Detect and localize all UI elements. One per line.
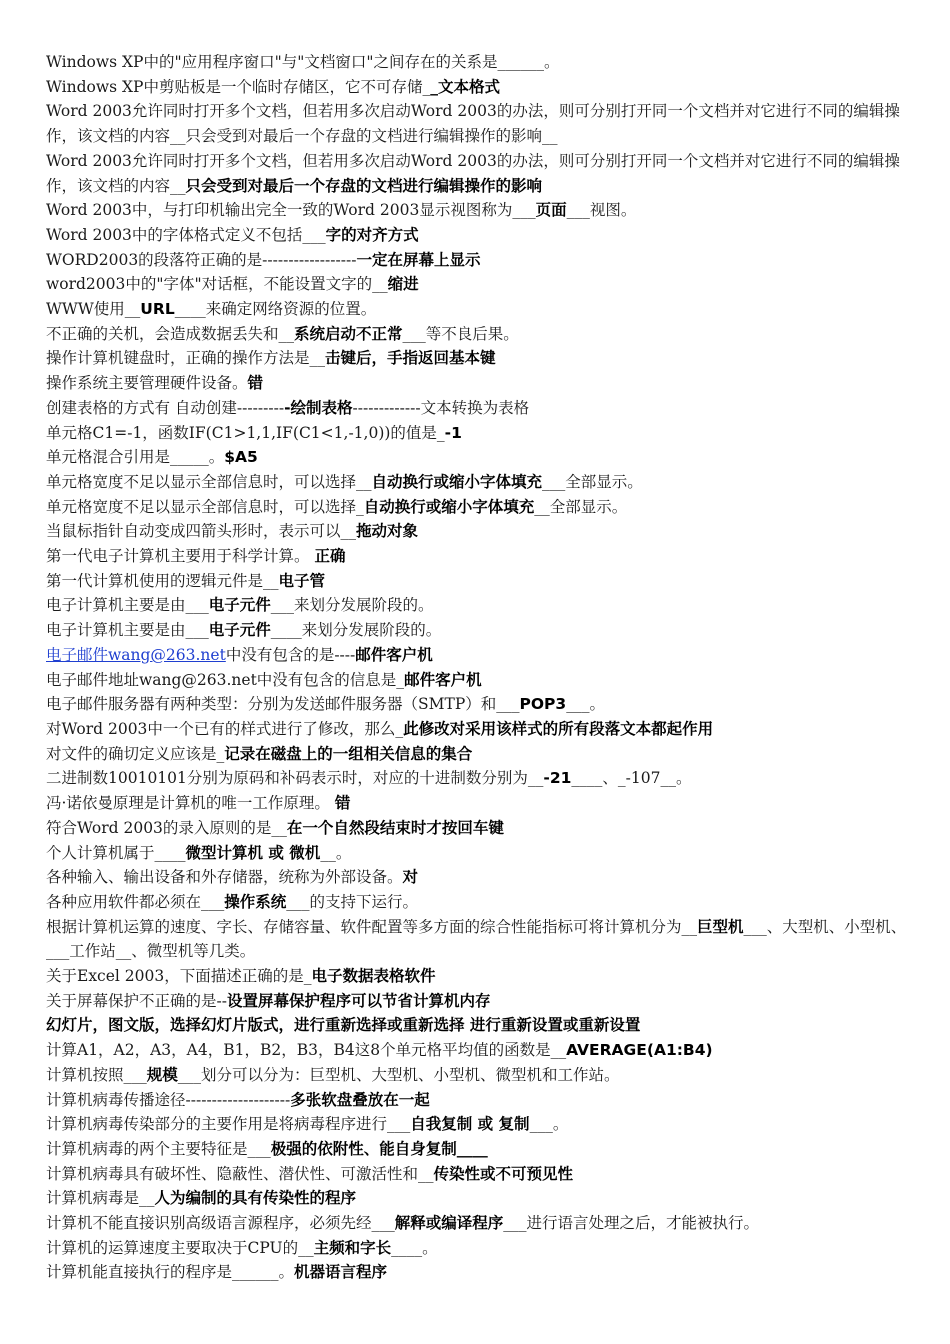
answer-text: $A5: [224, 448, 258, 467]
question-text: 二进制数10010101分别为原码和补码表示时，对应的十进制数分别为__: [46, 769, 544, 788]
question-line: [46, 445, 908, 470]
question-text: 关于Excel 2003，下面描述正确的是_: [46, 967, 312, 986]
question-line: [46, 1260, 908, 1285]
question-line: [46, 470, 908, 495]
answer-text: -绘制表格: [284, 398, 353, 417]
question-tail-text: __全部显示。: [534, 497, 628, 516]
question-text: 创建表格的方式有 自动创建---------: [46, 398, 285, 417]
answer-text: 操作系统: [224, 892, 287, 911]
question-text: Word 2003中的字体格式定义不包括___: [46, 225, 326, 244]
question-text: 计算机病毒的两个主要特征是___: [46, 1139, 271, 1158]
answer-text: 幻灯片，图文版，选择幻灯片版式，进行重新选择或重新选择 进行重新设置或重新设置: [46, 1016, 641, 1035]
answer-text: 系统启动不正常: [294, 324, 403, 343]
document-body: [46, 50, 908, 1285]
email-link[interactable]: 电子邮件wang@263.net: [46, 645, 226, 664]
question-line: [46, 75, 908, 100]
answer-text: 设置屏幕保护程序可以节省计算机内存: [226, 991, 491, 1010]
answer-text: 在一个自然段结束时才按回车键: [286, 818, 504, 837]
question-tail-text: ___来划分发展阶段的。: [270, 596, 434, 615]
answer-text: 解释或编译程序: [394, 1214, 504, 1233]
question-tail-text: ____来确定网络资源的位置。: [174, 300, 377, 319]
question-tail-text: ___。: [529, 1115, 569, 1134]
answer-text: 电子元件: [208, 596, 271, 615]
question-text: 各种应用软件都必须在___: [46, 892, 225, 911]
question-text: 计算机不能直接识别高级语言源程序，必须先经___: [46, 1214, 395, 1233]
question-text: 单元格宽度不足以显示全部信息时，可以选择_: [46, 497, 364, 516]
question-line: [46, 495, 908, 520]
answer-text: 此修改对采用该样式的所有段落文本都起作用: [403, 719, 714, 738]
question-text: 符合Word 2003的录入原则的是__: [46, 818, 287, 837]
question-text: Windows XP中的"应用程序窗口"与"文档窗口"之间存在的关系是______。: [46, 53, 560, 71]
question-tail-text: ___的支持下运行。: [286, 892, 419, 911]
question-text: 电子邮件服务器有两种类型：分别为发送邮件服务器（SMTP）和___: [46, 695, 520, 714]
question-line: [46, 421, 908, 446]
question-line: [46, 816, 908, 841]
question-text: 计算机病毒具有破坏性、隐蔽性、潜伏性、可激活性和__: [46, 1164, 434, 1183]
question-line: [46, 396, 908, 421]
question-text: 计算机病毒是__: [46, 1189, 155, 1208]
question-line: [46, 198, 908, 223]
answer-text: 巨型机: [697, 917, 744, 936]
answer-text: 电子数据表格软件: [311, 967, 436, 986]
answer-text: 电子管: [278, 571, 326, 590]
question-text: 计算机按照___: [46, 1065, 147, 1084]
question-text: 冯·诺依曼原理是计算机的唯一工作原理。: [46, 794, 335, 813]
answer-text: 错: [247, 374, 264, 393]
answer-text: 主频和字长: [313, 1238, 392, 1257]
question-line: [46, 322, 908, 347]
answer-text: 记录在磁盘上的一组相关信息的集合: [224, 744, 473, 763]
question-tail-text: ___。: [566, 695, 605, 714]
question-tail-text: ___划分可以分为：巨型机、大型机、小型机、微型机和工作站。: [177, 1065, 620, 1084]
question-tail-text: ____来划分发展阶段的。: [270, 621, 442, 640]
question-line: [46, 1211, 908, 1236]
question-text: 第一代计算机使用的逻辑元件是__: [46, 571, 279, 590]
question-text: 不正确的关机，会造成数据丢失和__: [46, 324, 295, 343]
answer-text: _文本格式: [430, 77, 500, 96]
question-text: 中没有包含的是----: [225, 645, 356, 664]
question-tail-text: ___视图。: [566, 201, 637, 220]
answer-text: 只会受到对最后一个存盘的文档进行编辑操作的影响: [185, 176, 543, 195]
question-line: [46, 964, 908, 989]
question-line: [46, 915, 908, 964]
question-tail-text: -------------文本转换为表格: [352, 398, 530, 417]
answer-text: 自动换行或缩小字体填充: [363, 497, 535, 516]
question-text: WWW使用__: [46, 300, 141, 319]
question-line: [46, 668, 908, 693]
question-line: [46, 593, 908, 618]
answer-text: 规模: [146, 1065, 178, 1084]
question-line: [46, 1236, 908, 1261]
question-tail-text: __。: [320, 843, 352, 862]
question-line: [46, 717, 908, 742]
question-line: [46, 248, 908, 273]
answer-text: 缩进: [387, 275, 419, 294]
question-tail-text: ___、大型机、小型机、___工作站__、微型机等几类。: [46, 917, 907, 961]
question-text: 计算机的运算速度主要取决于CPU的__: [46, 1238, 314, 1257]
question-text: Word 2003允许同时打开多个文档，但若用多次启动Word 2003的办法，则可分别打开同一个文档并对它进行不同的编辑操作，该文档的内容__: [46, 151, 900, 195]
question-text: Windows XP中剪贴板是一个临时存储区，它不可存储_: [46, 77, 431, 96]
answer-text: -1: [444, 423, 462, 442]
answer-text: 字的对齐方式: [325, 225, 419, 244]
question-text: 对Word 2003中一个已有的样式进行了修改，那么_: [46, 719, 404, 738]
question-tail-text: ___进行语言处理之后，才能被执行。: [503, 1214, 760, 1233]
question-text: word2003中的"字体"对话框，不能设置文字的__: [46, 275, 388, 294]
question-text: Word 2003允许同时打开多个文档，但若用多次启动Word 2003的办法，则可分别打开同一个文档并对它进行不同的编辑操作，该文档的内容__只会受到对最后一个存盘的文档进行编辑操作的影响__: [46, 102, 900, 146]
answer-text: 人为编制的具有传染性的程序: [154, 1189, 357, 1208]
question-line: [46, 643, 908, 668]
question-text: WORD2003的段落符正确的是------------------: [46, 250, 357, 269]
question-line: [46, 742, 908, 767]
answer-text: 多张软盘叠放在一起: [290, 1090, 430, 1109]
answer-text: AVERAGE(A1:B4): [566, 1041, 713, 1060]
answer-text: 拖动对象: [356, 522, 419, 541]
answer-text: 自我复制 或 复制: [410, 1115, 530, 1134]
question-line: [46, 1162, 908, 1187]
question-text: 计算机病毒传播途径--------------------: [46, 1090, 291, 1109]
question-text: 各种输入、输出设备和外存储器，统称为外部设备。: [46, 868, 403, 887]
question-line: [46, 149, 908, 198]
question-tail-text: ____、_-107__。: [571, 769, 692, 788]
answer-text: 自动换行或缩小字体填充: [371, 472, 543, 491]
question-text: 关于屏幕保护不正确的是--: [46, 991, 227, 1010]
question-line: [46, 841, 908, 866]
answer-text: URL: [140, 300, 175, 319]
question-line: [46, 544, 908, 569]
question-line: [46, 223, 908, 248]
question-line: [46, 766, 908, 791]
answer-text: -21: [543, 769, 572, 788]
question-line: [46, 1088, 908, 1113]
question-line: [46, 50, 908, 75]
answer-text: 微型计算机 或 微机: [185, 843, 321, 862]
question-text: 单元格宽度不足以显示全部信息时，可以选择__: [46, 472, 372, 491]
answer-text: POP3: [519, 695, 567, 714]
question-line: [46, 865, 908, 890]
question-text: 计算机病毒传染部分的主要作用是将病毒程序进行___: [46, 1115, 411, 1134]
question-text: 电子计算机主要是由___: [46, 621, 209, 640]
answer-text: 传染性或不可预见性: [433, 1164, 574, 1183]
question-text: Word 2003中，与打印机输出完全一致的Word 2003显示视图称为___: [46, 201, 536, 220]
question-line: [46, 890, 908, 915]
question-line: [46, 346, 908, 371]
question-line: [46, 569, 908, 594]
answer-text: 邮件客户机: [404, 670, 482, 689]
answer-text: 错: [334, 794, 351, 813]
answer-text: 击键后，手指返回基本键: [325, 349, 496, 368]
answer-text: 页面: [535, 201, 567, 220]
question-line: [46, 692, 908, 717]
question-text: 个人计算机属于____: [46, 843, 186, 862]
question-line: [46, 1063, 908, 1088]
question-line: [46, 272, 908, 297]
question-line: [46, 618, 908, 643]
answer-text: 极强的依附性、能自身复制____: [270, 1139, 488, 1158]
question-text: 单元格C1=-1，函数IF(C1>1,1,IF(C1<1,-1,0))的值是_: [46, 423, 445, 442]
question-text: 根据计算机运算的速度、字长、存储容量、软件配置等多方面的综合性能指标可将计算机分为__: [46, 917, 698, 936]
question-line: [46, 1038, 908, 1063]
question-text: 第一代电子计算机主要用于科学计算。: [46, 547, 315, 566]
question-line: [46, 1013, 908, 1038]
answer-text: 正确: [314, 547, 346, 566]
answer-text: 邮件客户机: [355, 645, 433, 664]
question-text: 计算机能直接执行的程序是______。: [46, 1263, 295, 1282]
question-text: 电子计算机主要是由___: [46, 596, 209, 615]
question-line: [46, 297, 908, 322]
question-text: 电子邮件地址wang@263.net中没有包含的信息是_: [46, 670, 405, 689]
question-text: 操作系统主要管理硬件设备。: [46, 374, 248, 393]
question-line: [46, 1112, 908, 1137]
question-tail-text: ___全部显示。: [542, 472, 643, 491]
answer-text: 一定在屏幕上显示: [356, 250, 481, 269]
question-text: 操作计算机键盘时，正确的操作方法是__: [46, 349, 326, 368]
question-line: [46, 519, 908, 544]
question-text: 当鼠标指针自动变成四箭头形时，表示可以__: [46, 522, 357, 541]
answer-text: 对: [402, 868, 419, 887]
answer-text: 机器语言程序: [294, 1263, 388, 1282]
question-line: [46, 371, 908, 396]
question-line: [46, 989, 908, 1014]
question-line: [46, 791, 908, 816]
question-line: [46, 1186, 908, 1211]
question-tail-text: ___等不良后果。: [402, 324, 519, 343]
question-text: 对文件的确切定义应该是_: [46, 744, 225, 763]
question-text: 单元格混合引用是_____。: [46, 448, 225, 467]
question-tail-text: ____。: [391, 1238, 438, 1257]
question-text: 计算A1，A2，A3，A4，B1，B2，B3，B4这8个单元格平均值的函数是__: [46, 1041, 567, 1060]
question-line: [46, 1137, 908, 1162]
question-line: [46, 99, 908, 148]
answer-text: 电子元件: [208, 621, 271, 640]
